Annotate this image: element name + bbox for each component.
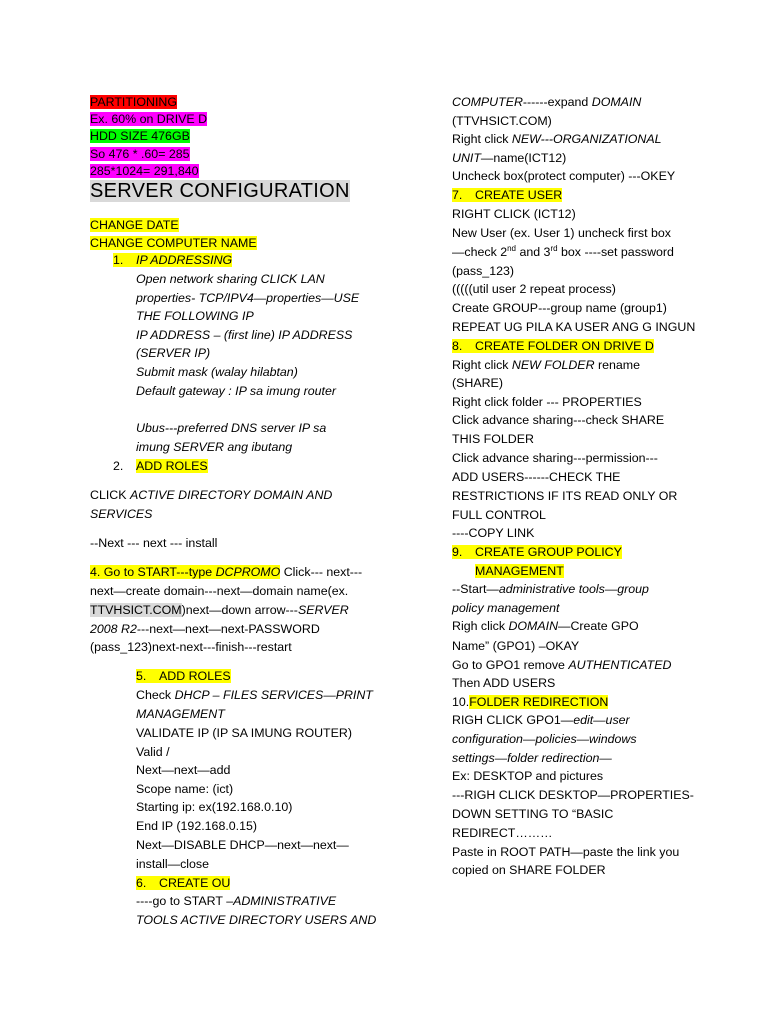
step-7-heading: 7. CREATE USER [452,188,563,202]
step-5-line: Valid / [136,745,170,759]
step-4-line: TTVHSICT.COM)next—down arrow---SERVER [90,603,349,617]
step-9-line: Then ADD USERS [452,676,556,690]
step-7-line: (pass_123) [452,264,514,278]
click-ad-line: CLICK ACTIVE DIRECTORY DOMAIN AND [90,488,333,502]
step-5-line: Starting ip: ex(192.168.0.10) [136,800,293,814]
step-10-line: RIGH CLICK GPO1—edit—user [452,713,630,727]
step-1-line: Submit mask (walay hilabtan) [136,365,298,379]
step-5-line: End IP (192.168.0.15) [136,819,258,833]
change-name-heading: CHANGE COMPUTER NAME [90,236,257,250]
step-6-heading: 6. CREATE OU [136,876,231,890]
page-title: SERVER CONFIGURATION [90,180,350,202]
step-9-line: Name” (GPO1) –OKAY [452,639,580,653]
step-5-line: Next—DISABLE DHCP—next—next— [136,838,349,852]
step-8-line: THIS FOLDER [452,432,534,446]
step-5-line: VALIDATE IP (IP SA IMUNG ROUTER) [136,726,352,740]
step-4-line: next—create domain---next—domain name(ex. [90,584,349,598]
step-7-line: RIGHT CLICK (ICT12) [452,207,576,221]
change-date-heading: CHANGE DATE [90,218,179,232]
step-7-line: Create GROUP---group name (group1) [452,301,667,315]
step-10-line: REDIRECT……… [452,826,553,840]
next-install-line: --Next --- next --- install [90,536,218,550]
step-5-line: Check DHCP – FILES SERVICES—PRINT [136,688,373,702]
right-line: Uncheck box(protect computer) ---OKEY [452,169,676,183]
step-5-line: MANAGEMENT [136,707,225,721]
step-5-line: Scope name: (ict) [136,782,234,796]
step-8-line: Click advance sharing---check SHARE [452,413,665,427]
right-line: Right click NEW---ORGANIZATIONAL [452,132,662,146]
step-7-line: —check 2nd and 3rd box ----set password [452,243,674,259]
step-6-line: TOOLS ACTIVE DIRECTORY USERS AND [136,913,377,927]
step-8-line: RESTRICTIONS IF ITS READ ONLY OR [452,489,678,503]
partitioning-note: PARTITIONING [90,95,177,109]
step-9-line: Righ click DOMAIN—Create GPO [452,619,639,633]
step-8-line: Right click NEW FOLDER rename [452,358,640,372]
step-1-line: properties- TCP/IPV4—properties—USE [136,291,360,305]
step-10-line: Ex: DESKTOP and pictures [452,769,604,783]
step-9-line: Go to GPO1 remove AUTHENTICATED [452,658,672,672]
right-line: (TTVHSICT.COM) [452,114,552,128]
step-9-heading-cont: MANAGEMENT [475,564,564,578]
right-line: UNIT—name(ICT12) [452,151,567,165]
step-7-line: REPEAT UG PILA KA USER ANG G INGUN [452,320,696,334]
step-8-line: (SHARE) [452,376,503,390]
services-line: SERVICES [90,507,153,521]
step-6-line: ----go to START –ADMINISTRATIVE [136,894,337,908]
step-10-line: Paste in ROOT PATH—paste the link you [452,845,680,859]
step-7-line: (((((util user 2 repeat process) [452,282,616,296]
step-4-line: 2008 R2---next—next—next-PASSWORD [90,622,320,636]
step-5-line: install—close [136,857,209,871]
step-8-heading: 8. CREATE FOLDER ON DRIVE D [452,339,654,353]
step-5-line: Next—next—add [136,763,231,777]
step-10-heading: 10.FOLDER REDIRECTION [452,695,609,709]
step-8-line: FULL CONTROL [452,508,546,522]
step-9-line: policy management [452,601,560,615]
step-9-line: --Start—administrative tools—group [452,582,649,596]
step-9-heading: 9. CREATE GROUP POLICY [452,545,622,559]
step-8-line: Right click folder --- PROPERTIES [452,395,642,409]
step-8-line: ----COPY LINK [452,526,535,540]
step-1-dns-line: Ubus---preferred DNS server IP sa [136,421,327,435]
step-8-line: ADD USERS------CHECK THE [452,470,621,484]
step-10-line: ---RIGH CLICK DESKTOP—PROPERTIES- [452,788,694,802]
calc-note-2: 285*1024= 291,840 [90,164,199,178]
step-10-line: configuration—policies—windows [452,732,637,746]
hdd-size-note: HDD SIZE 476GB [90,129,190,143]
step-4-line: (pass_123)next-next---finish---restart [90,640,292,654]
step-1-line: THE FOLLOWING IP [136,309,254,323]
step-5-heading: 5. ADD ROLES [136,669,231,683]
drive-d-note: Ex. 60% on DRIVE D [90,112,208,126]
step-1-line: IP ADDRESS – (first line) IP ADDRESS [136,328,353,342]
step-10-line: copied on SHARE FOLDER [452,863,606,877]
calc-note-1: So 476 * .60= 285 [90,147,190,161]
step-1-dns-line: imung SERVER ang ibutang [136,440,293,454]
step-1-line: Default gateway : IP sa imung router [136,384,336,398]
step-1-heading: 1. IP ADDRESSING [113,253,233,267]
step-7-line: New User (ex. User 1) uncheck first box [452,226,671,240]
step-10-line: settings—folder redirection— [452,751,612,765]
step-1-line: (SERVER IP) [136,346,211,360]
step-10-line: DOWN SETTING TO “BASIC [452,807,614,821]
step-1-line: Open network sharing CLICK LAN [136,272,325,286]
step-4-line: 4. Go to START---type DCPROMO Click--- next--- [90,565,363,579]
step-8-line: Click advance sharing---permission--- [452,451,658,465]
right-line: COMPUTER------expand DOMAIN [452,95,642,109]
step-2-heading: 2. ADD ROLES [113,459,208,473]
